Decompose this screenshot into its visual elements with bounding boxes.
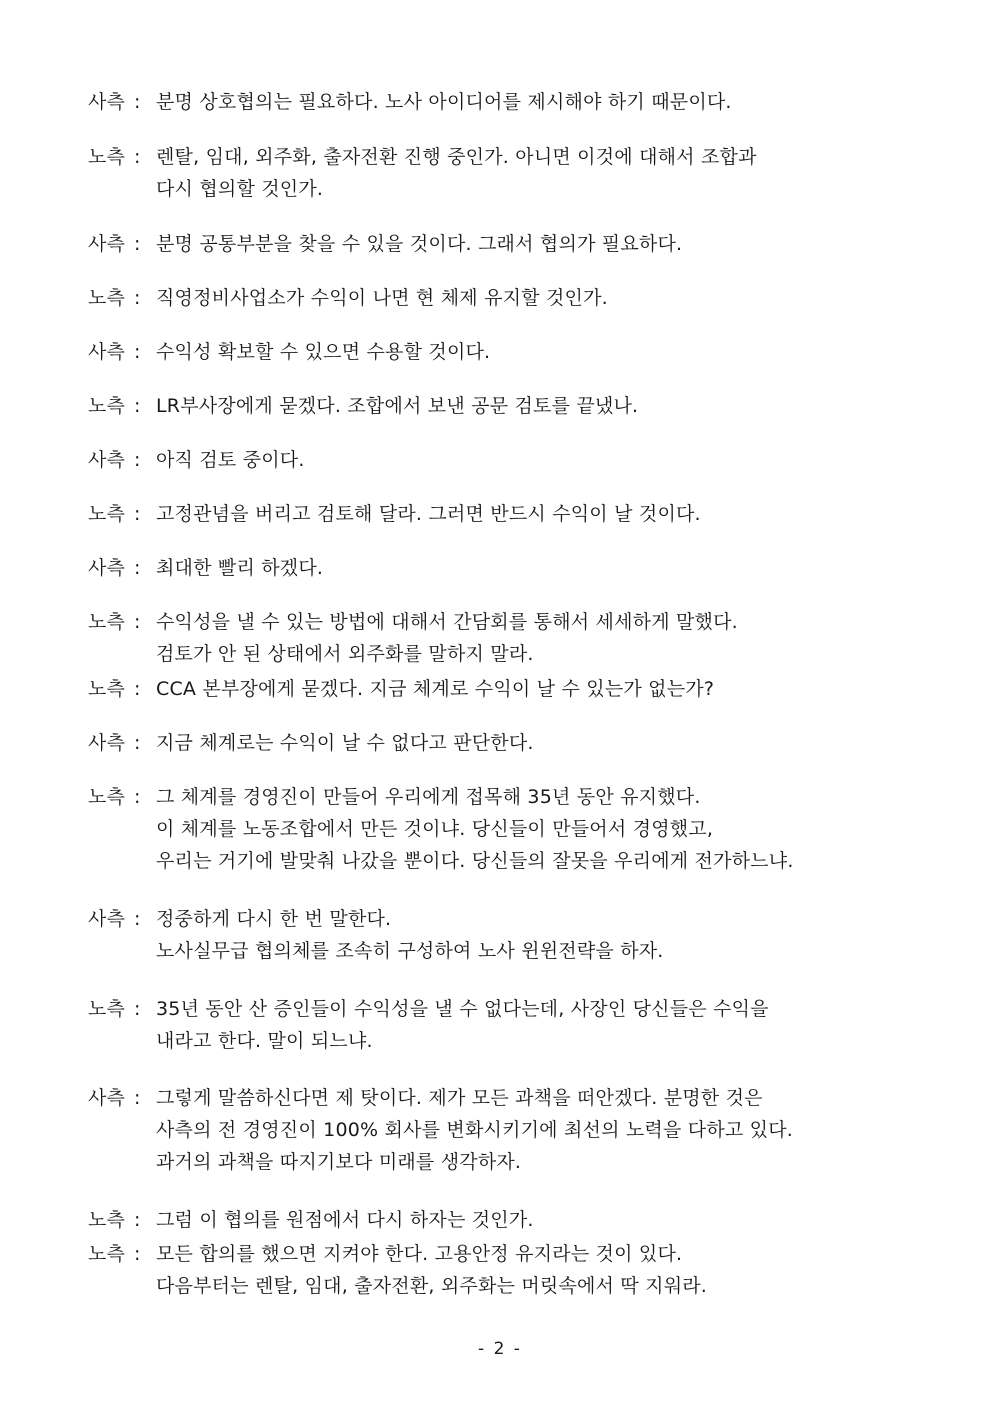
dialogue-entry bbox=[88, 903, 918, 967]
dialogue-text: 직영정비사업소가 수익이 나면 현 체제 유지할 것인가. bbox=[156, 287, 608, 309]
dialogue-text: 다음부터는 렌탈, 임대, 출자전환, 외주화는 머릿속에서 딱 지워라. bbox=[156, 1275, 708, 1297]
speaker-label: 노측 bbox=[88, 678, 126, 700]
dialogue-entry bbox=[88, 1204, 918, 1236]
separator: : bbox=[134, 557, 141, 579]
dialogue-text: 최대한 빨리 하겠다. bbox=[156, 557, 324, 579]
speaker-label: 사측 bbox=[88, 1087, 126, 1109]
speaker-label: 사측 bbox=[88, 233, 126, 255]
dialogue-entry bbox=[88, 86, 918, 118]
separator: : bbox=[134, 395, 141, 417]
dialogue-text: 그렇게 말씀하신다면 제 탓이다. 제가 모든 과책을 떠안겠다. 분명한 것은 bbox=[156, 1087, 763, 1109]
dialogue-entry bbox=[88, 336, 918, 368]
dialogue-text: 지금 체계로는 수익이 날 수 없다고 판단한다. bbox=[156, 732, 534, 754]
dialogue-text: 내라고 한다. 말이 되느냐. bbox=[156, 1030, 373, 1052]
dialogue-text: LR부사장에게 묻겠다. 조합에서 보낸 공문 검토를 끝냈나. bbox=[156, 395, 639, 417]
separator: : bbox=[134, 146, 141, 168]
dialogue-text: 노사실무급 협의체를 조속히 구성하여 노사 윈윈전략을 하자. bbox=[156, 940, 664, 962]
separator: : bbox=[134, 341, 141, 363]
dialogue-entry bbox=[88, 673, 918, 705]
dialogue-text: 35년 동안 산 증인들이 수익성을 낼 수 없다는데, 사장인 당신들은 수익을 bbox=[156, 998, 769, 1020]
separator: : bbox=[134, 1087, 141, 1109]
separator: : bbox=[134, 908, 141, 930]
speaker-label: 노측 bbox=[88, 998, 126, 1020]
dialogue-entry bbox=[88, 1238, 918, 1302]
dialogue-text: 사측의 전 경영진이 100% 회사를 변화시키기에 최선의 노력을 다하고 있다. bbox=[156, 1119, 794, 1141]
dialogue-text: 렌탈, 임대, 외주화, 출자전환 진행 중인가. 아니면 이것에 대해서 조합과 bbox=[156, 146, 757, 168]
dialogue-entry bbox=[88, 606, 918, 670]
speaker-label: 노측 bbox=[88, 611, 126, 633]
speaker-label: 사측 bbox=[88, 732, 126, 754]
separator: : bbox=[134, 1243, 141, 1265]
separator: : bbox=[134, 287, 141, 309]
speaker-label: 사측 bbox=[88, 341, 126, 363]
separator: : bbox=[134, 678, 141, 700]
speaker-label: 노측 bbox=[88, 1209, 126, 1231]
dialogue-entry bbox=[88, 141, 918, 205]
separator: : bbox=[134, 233, 141, 255]
dialogue-entry bbox=[88, 1082, 918, 1178]
dialogue-entry bbox=[88, 727, 918, 759]
separator: : bbox=[134, 786, 141, 808]
separator: : bbox=[134, 998, 141, 1020]
dialogue-entry bbox=[88, 282, 918, 314]
dialogue-entry bbox=[88, 781, 918, 877]
speaker-label: 사측 bbox=[88, 557, 126, 579]
separator: : bbox=[134, 503, 141, 525]
dialogue-text: 수익성을 낼 수 있는 방법에 대해서 간담회를 통해서 세세하게 말했다. bbox=[156, 611, 738, 633]
dialogue-text: 그럼 이 협의를 원점에서 다시 하자는 것인가. bbox=[156, 1209, 534, 1231]
dialogue-entry bbox=[88, 552, 918, 584]
speaker-label: 사측 bbox=[88, 908, 126, 930]
speaker-label: 사측 bbox=[88, 91, 126, 113]
separator: : bbox=[134, 1209, 141, 1231]
dialogue-text: 분명 상호협의는 필요하다. 노사 아이디어를 제시해야 하기 때문이다. bbox=[156, 91, 732, 113]
dialogue-text: 정중하게 다시 한 번 말한다. bbox=[156, 908, 392, 930]
separator: : bbox=[134, 91, 141, 113]
speaker-label: 노측 bbox=[88, 786, 126, 808]
dialogue-text: CCA 본부장에게 묻겠다. 지금 체계로 수익이 날 수 있는가 없는가? bbox=[156, 678, 715, 700]
dialogue-text: 모든 합의를 했으면 지켜야 한다. 고용안정 유지라는 것이 있다. bbox=[156, 1243, 683, 1265]
dialogue-text: 다시 협의할 것인가. bbox=[156, 178, 324, 200]
separator: : bbox=[134, 449, 141, 471]
separator: : bbox=[134, 732, 141, 754]
speaker-label: 사측 bbox=[88, 449, 126, 471]
speaker-label: 노측 bbox=[88, 1243, 126, 1265]
dialogue-text: 그 체계를 경영진이 만들어 우리에게 접목해 35년 동안 유지했다. bbox=[156, 786, 701, 808]
dialogue-entry bbox=[88, 993, 918, 1057]
dialogue-text: 아직 검토 중이다. bbox=[156, 449, 305, 471]
dialogue-text: 분명 공통부분을 찾을 수 있을 것이다. 그래서 협의가 필요하다. bbox=[156, 233, 683, 255]
speaker-label: 노측 bbox=[88, 146, 126, 168]
dialogue-text: 검토가 안 된 상태에서 외주화를 말하지 말라. bbox=[156, 643, 534, 665]
dialogue-entry bbox=[88, 498, 918, 530]
dialogue-text: 우리는 거기에 발맞춰 나갔을 뿐이다. 당신들의 잘못을 우리에게 전가하느냐. bbox=[156, 850, 794, 872]
speaker-label: 노측 bbox=[88, 287, 126, 309]
dialogue-entry bbox=[88, 444, 918, 476]
page-number: - 2 - bbox=[478, 1339, 522, 1359]
dialogue-entry bbox=[88, 228, 918, 260]
speaker-label: 노측 bbox=[88, 395, 126, 417]
dialogue-text: 수익성 확보할 수 있으면 수용할 것이다. bbox=[156, 341, 491, 363]
dialogue-entry bbox=[88, 390, 918, 422]
dialogue-text: 과거의 과책을 따지기보다 미래를 생각하자. bbox=[156, 1151, 522, 1173]
dialogue-text: 고정관념을 버리고 검토해 달라. 그러면 반드시 수익이 날 것이다. bbox=[156, 503, 701, 525]
speaker-label: 노측 bbox=[88, 503, 126, 525]
dialogue-text: 이 체계를 노동조합에서 만든 것이냐. 당신들이 만들어서 경영했고, bbox=[156, 818, 714, 840]
separator: : bbox=[134, 611, 141, 633]
